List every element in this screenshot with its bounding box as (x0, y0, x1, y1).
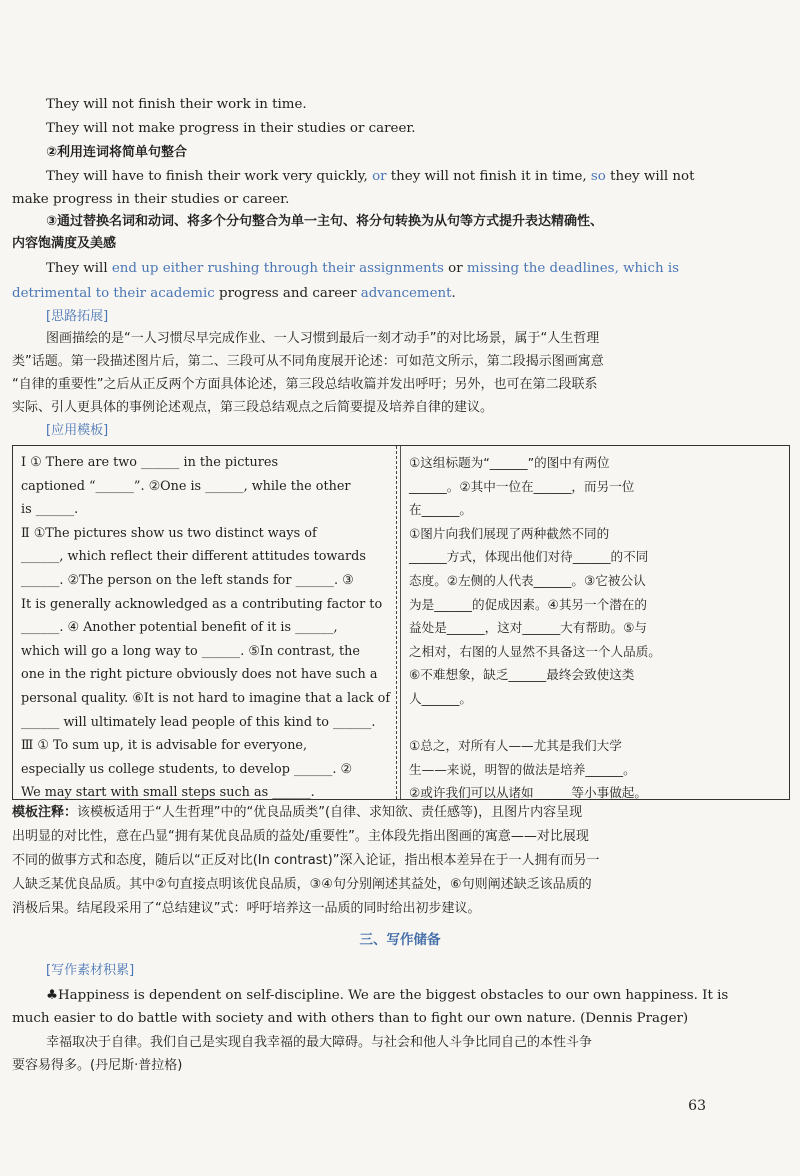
template-cn-line: ______。②其中一位在______，而另一位 (409, 478, 635, 494)
template-cn-line: 之相对，右图的人显然不具备这一个人品质。 (409, 643, 661, 659)
notes-line-5: 消极后果。结尾段采用了“总结建议”式：呼吁培养这一品质的同时给出初步建议。 (12, 901, 481, 916)
conjunction-so: so (586, 169, 611, 184)
conjunction-or: or (367, 169, 391, 184)
clause-1: They will have to finish their work very quickly, (46, 169, 368, 184)
highlight-phrase: , which is (614, 261, 679, 276)
template-en-line: We may start with small steps such as ______. (21, 785, 315, 801)
quote-line-2: much easier to do battle with society and with others than to fight our own nature. (Dennis Prager) (12, 1011, 689, 1026)
notes-line-3: 不同的做事方式和态度，随后以“正反对比(In contrast)”深入论证，指出根本差异在于一人拥有而另一 (12, 853, 600, 868)
template-en-line: is ______. (21, 502, 79, 518)
template-cn-line: ②或许我们可以从诸如______等小事做起。 (409, 785, 647, 801)
text-span: progress and career (214, 286, 361, 301)
step-3-heading-line-1: ③通过替换名词和动词、将多个分句整合为单一主句、将分句转换为从句等方式提升表达精确性、 (46, 214, 604, 229)
template-en-line: which will go a long way to ______. ⑤In contrast, the (21, 643, 360, 659)
notes-line-2: 出明显的对比性，意在凸显“拥有某优良品质的益处/重要性”。主体段先指出图画的寓意——对比展现 (12, 829, 589, 844)
section-title: 三、写作储备 (359, 932, 441, 948)
column-divider-solid (400, 446, 401, 799)
quote-line-1: ♣Happiness is dependent on self-discipline. We are the biggest obstacles to our own happiness. It is (46, 988, 729, 1003)
example-sentence-1: They will not finish their work in time. (46, 97, 307, 112)
clause-3: they will not (610, 169, 695, 184)
improved-sentence-line-2 (12, 283, 770, 305)
template-cn-line: 在______。 (409, 502, 472, 518)
template-cn-line: ①总之，对所有人——尤其是我们大学 (409, 738, 622, 754)
quote-translation-line-1: 幸福取决于自律。我们自己是实现自我幸福的最大障碍。与社会和他人斗争比同自己的本性斗争 (46, 1035, 593, 1050)
template-cn-line: ⑥不难想象，缺乏______最终会致使这类 (409, 667, 635, 683)
template-en-line: captioned “______”. ②One is ______, while the other (21, 478, 351, 494)
notes-line-4: 人缺乏某优良品质。其中②句直接点明该优良品质，③④句分别阐述其益处，⑥句则阐述缺乏该品质的 (12, 877, 592, 892)
silu-para-line-3: “自律的重要性”之后从正反两个方面具体论述，第三段总结收篇并发出呼吁；另外，也可在第二段联系 (12, 377, 598, 392)
clause-2: they will not finish it in time, (390, 169, 587, 184)
template-en-line: personal quality. ⑥It is not hard to imagine that a lack of (21, 690, 391, 706)
improved-sentence-line-1 (46, 258, 770, 280)
template-en-line: ______. ④ Another potential benefit of it is ______, (21, 620, 338, 636)
silu-tag: [思路拓展] (46, 309, 109, 324)
template-en-line: especially us college students, to develop ______. ② (21, 761, 352, 777)
template-en-line: ______. ②The person on the left stands for ______. ③ (21, 572, 354, 588)
template-en-line: It is generally acknowledged as a contributing factor to (21, 596, 383, 612)
template-cn-line (409, 711, 781, 735)
template-table (12, 445, 790, 800)
template-cn-line: ①这组标题为“______”的图中有两位 (409, 455, 610, 470)
quote-translation-line-2: 要容易得多。(丹尼斯·普拉格) (12, 1058, 183, 1073)
template-en-line: ______ will ultimately lead people of this kind to ______. (21, 714, 376, 730)
silu-para-line-4: 实际、引人更具体的事例论述观点，第三段总结观点之后简要提及培养自律的建议。 (12, 400, 494, 415)
template-cn-line: 益处是______，这对______大有帮助。⑤与 (409, 620, 647, 636)
material-tag: [写作素材积累] (46, 963, 135, 978)
combined-sentence-line-2: make progress in their studies or career. (12, 192, 290, 207)
template-tag: [应用模板] (46, 423, 109, 438)
notes-label: 模板注释： (12, 805, 78, 820)
template-cn-line: 态度。②左侧的人代表______。③它被公认 (409, 572, 646, 588)
highlight-phrase: detrimental to their academic (12, 286, 215, 301)
highlight-phrase: missing the deadlines (466, 261, 615, 276)
highlight-phrase: end up either rushing through their assignments (111, 261, 444, 276)
template-en-line: Ⅲ ① To sum up, it is advisable for everyone, (21, 738, 308, 754)
page-number: 63 (688, 1098, 706, 1114)
text-span: . (451, 286, 456, 301)
template-cn-line: 为是______的促成因素。④其另一个潜在的 (409, 596, 647, 612)
text-span: or (443, 261, 467, 276)
template-cn-line: 生——来说，明智的做法是培养______。 (409, 761, 636, 777)
template-chinese-column (409, 451, 781, 805)
highlight-phrase: advancement (360, 286, 452, 301)
step-2-heading: ②利用连词将简单句整合 (46, 145, 188, 160)
template-cn-line: 人______。 (409, 690, 472, 706)
example-sentence-2: They will not make progress in their studies or career. (46, 121, 416, 136)
silu-para-line-1: 图画描绘的是“一人习惯尽早完成作业、一人习惯到最后一刻才动手”的对比场景，属于“人生哲理 (46, 331, 600, 346)
template-cn-line: ______方式，体现出他们对待______的不同 (409, 549, 649, 565)
template-en-line: Ⅰ ① There are two ______ in the pictures (21, 455, 279, 470)
template-en-line: Ⅱ ①The pictures show us two distinct ways of (21, 525, 317, 541)
combined-sentence-line-1 (46, 166, 770, 188)
step-3-heading-line-2: 内容饱满度及美感 (12, 236, 117, 251)
template-cn-line: ①图片向我们展现了两种截然不同的 (409, 525, 610, 541)
notes-line-1 (12, 802, 770, 824)
silu-para-line-2: 类”话题。第一段描述图片后，第二、三段可从不同角度展开论述：可如范文所示，第二段揭示图画寓意 (12, 354, 604, 369)
column-divider-dashed (396, 446, 397, 799)
text-span: 该模板适用于“人生哲理”中的“优良品质类”(自律、求知欲、责任感等)，且图片内容呈现 (77, 805, 583, 820)
template-english-column (21, 451, 391, 805)
template-en-line: one in the right picture obviously does not have such a (21, 667, 378, 683)
template-en-line: ______, which reflect their different attitudes towards (21, 549, 366, 565)
text-span: They will (46, 261, 112, 276)
